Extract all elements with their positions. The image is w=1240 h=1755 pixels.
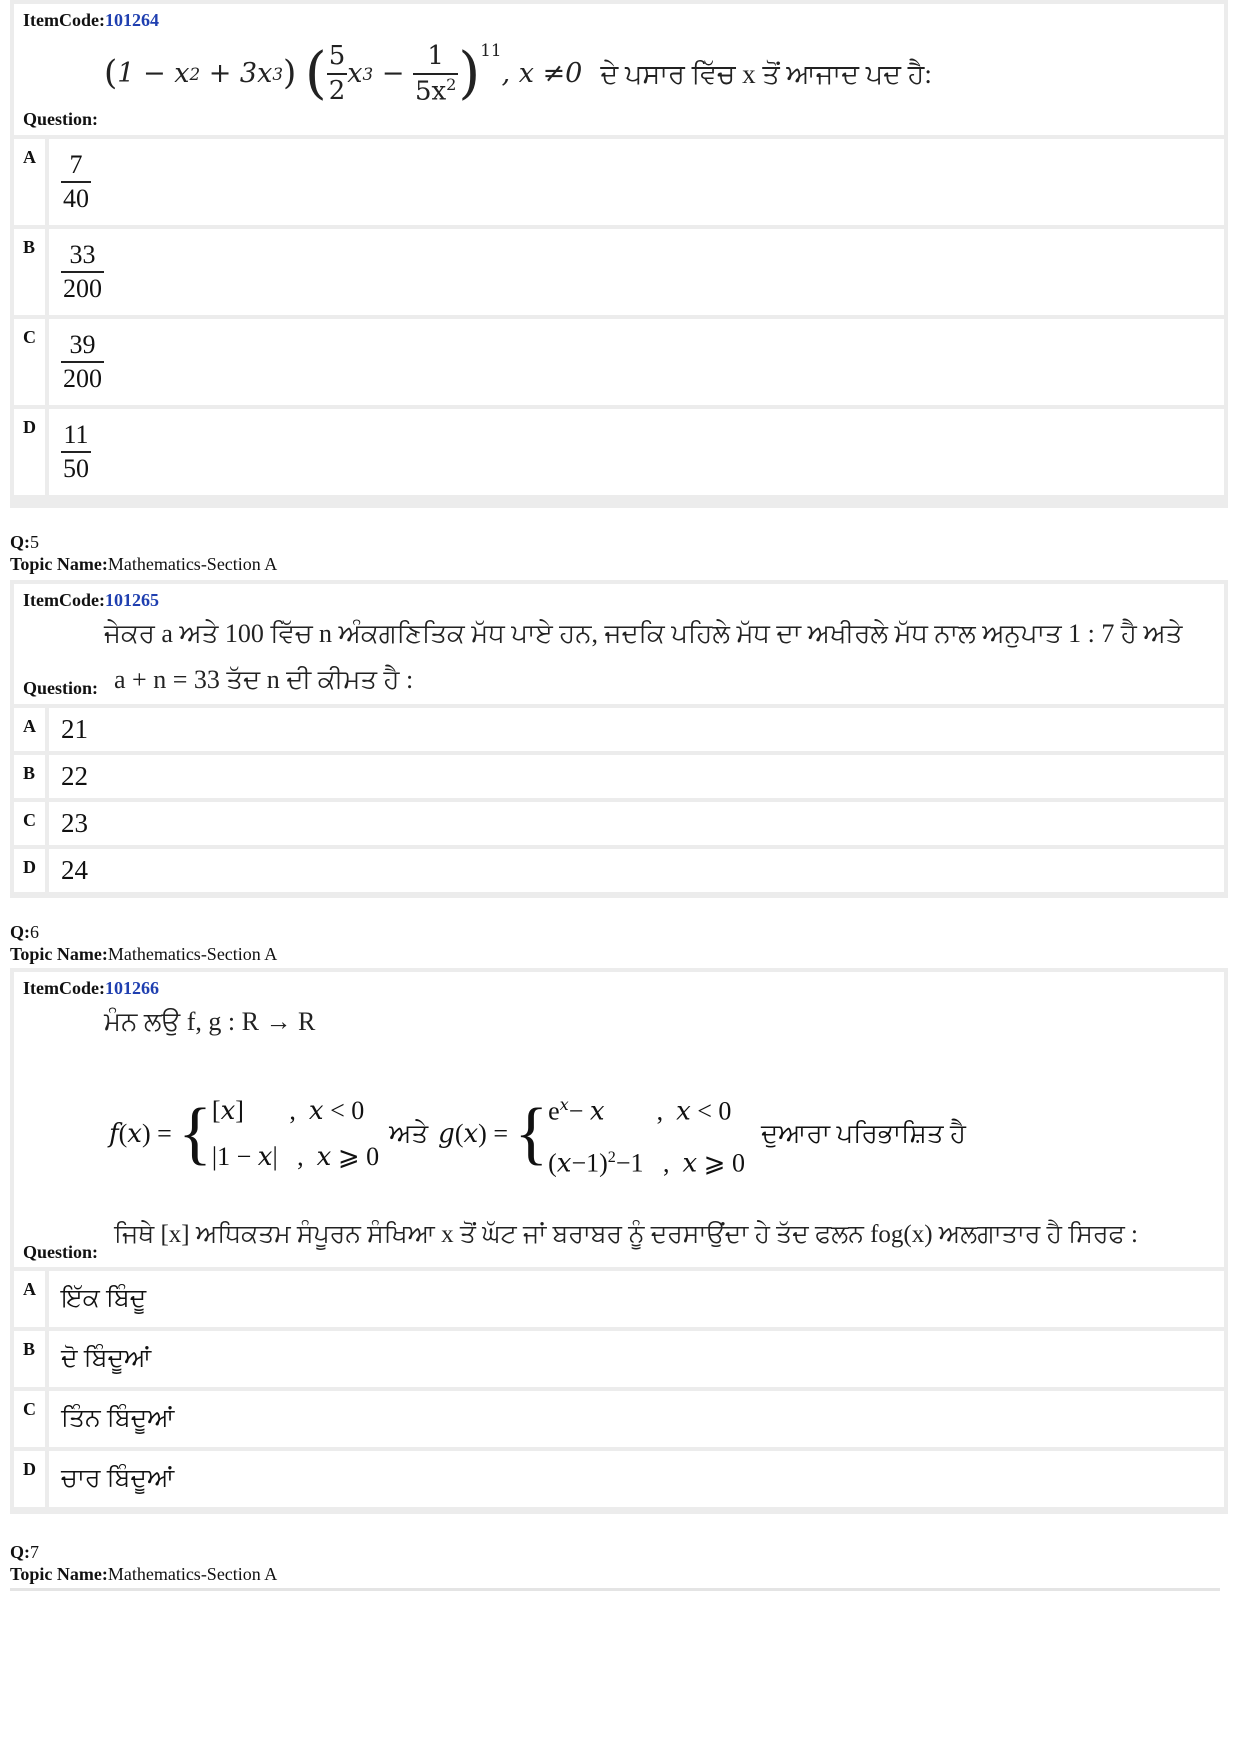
expression: ( 1 − x 2 + 3x 3 ) ( $\frac{5}{2}$ x 3 − $\frac{1}{5x^2}$ ) $^{11}$ , x ≠0 — [104, 40, 583, 107]
option-letter: B — [23, 763, 36, 783]
question-text — [104, 40, 932, 108]
option-text: ਤਿੰਨ ਬਿੰਦੂਆਂ — [45, 1391, 1224, 1447]
option-letter: C — [23, 810, 36, 830]
option-d[interactable] — [14, 409, 1224, 495]
option-text: 24 — [45, 849, 1224, 892]
option-fraction: $\frac{7}{40}$ — [61, 149, 91, 216]
option-letter: A — [23, 147, 36, 167]
function-definitions: f ( x ) = { [x] , x < 0 |1 − x| , x ⩾ 0 ਅਤੇ g ( x ) = { $e^x- x$ , x < 0 $(x-1)^2-1$ , x ⩾ 0 ਦੁਆਰਾ ਪਰਿਭਾਸ਼ਿਤ ਹੈ — [109, 1095, 966, 1179]
option-d[interactable] — [14, 849, 1224, 892]
option-a[interactable] — [14, 139, 1224, 225]
option-letter: D — [23, 417, 36, 437]
divider — [10, 1588, 1220, 1591]
question-intro: ਮੰਨ ਲਉ f, g : R → R — [104, 1007, 316, 1036]
item-code: ItemCode:101266 — [23, 978, 159, 998]
item-code: ItemCode:101264 — [23, 10, 159, 30]
question-last-line: ਜਿਥੇ [x] ਅਧਿਕਤਮ ਸੰਪੂਰਨ ਸੰਖਿਆ x ਤੋਂ ਘੱਟ ਜਾਂ ਬਰਾਬਰ ਨੂੰ ਦਰਸਾਉਂਦਾ ਹੇ ਤੱਦ ਫਲਨ fog(x) ਅਲਗਾਤਾਰ ਹੈ ਸਿਰਫ : — [114, 1221, 1138, 1248]
question-meta-6: Q:6 Topic Name:Mathematics-Section A — [10, 922, 278, 964]
option-fraction: $\frac{39}{200}$ — [61, 329, 104, 396]
option-letter: A — [23, 1279, 36, 1299]
option-letter: D — [23, 1459, 36, 1479]
question-line-1: ਜੇਕਰ a ਅਤੇ 100 ਵਿੱਚ n ਅੰਕਗਣਿਤਿਕ ਮੱਧ ਪਾਏ ਹਨ, ਜਦਕਿ ਪਹਿਲੇ ਮੱਧ ਦਾ ਅਖੀਰਲੇ ਮੱਧ ਨਾਲ ਅਨੁਪਾਤ 1 : 7 ਹੈ ਅਤੇ — [104, 619, 1183, 648]
option-fraction: $\frac{11}{50}$ — [61, 419, 91, 486]
option-text: 22 — [45, 755, 1224, 798]
option-d[interactable] — [14, 1451, 1224, 1507]
option-b[interactable] — [14, 229, 1224, 315]
option-text: ਚਾਰ ਬਿੰਦੂਆਂ — [45, 1451, 1224, 1507]
question-header — [14, 972, 1224, 1267]
question-label: Question: — [23, 109, 99, 129]
option-a[interactable] — [14, 708, 1224, 751]
question-label: Question: — [23, 678, 99, 698]
question-line-2: a + n = 33 ਤੱਦ n ਦੀ ਕੀਮਤ ਹੈ : — [114, 665, 414, 694]
question-card-101264 — [10, 0, 1228, 508]
question-header — [14, 584, 1224, 704]
option-letter: B — [23, 1339, 36, 1359]
question-card-101265 — [10, 580, 1228, 898]
question-suffix: ਦੇ ਪਸਾਰ ਵਿੱਚ x ਤੋਂ ਆਜਾਦ ਪਦ ਹੈ: — [600, 58, 932, 89]
option-letter: C — [23, 1399, 36, 1419]
option-text: ਇੱਕ ਬਿੰਦੂ — [45, 1271, 1224, 1327]
question-meta-5: Q:5 Topic Name:Mathematics-Section A — [10, 532, 278, 574]
defined-text: ਦੁਆਰਾ ਪਰਿਭਾਸ਼ਿਤ ਹੈ — [760, 1118, 966, 1148]
question-card-101266 — [10, 968, 1228, 1514]
and-word: ਅਤੇ — [389, 1118, 429, 1148]
question-header — [14, 4, 1224, 135]
option-b[interactable] — [14, 755, 1224, 798]
question-label: Question: — [23, 1242, 99, 1262]
option-letter: D — [23, 857, 36, 877]
option-letter: A — [23, 716, 36, 736]
option-c[interactable] — [14, 319, 1224, 405]
option-letter: B — [23, 237, 36, 257]
option-letter: C — [23, 327, 36, 347]
option-c[interactable] — [14, 802, 1224, 845]
option-text: 23 — [45, 802, 1224, 845]
option-c[interactable] — [14, 1391, 1224, 1447]
option-text: ਦੋ ਬਿੰਦੂਆਂ — [45, 1331, 1224, 1387]
item-code: ItemCode:101265 — [23, 590, 159, 610]
option-b[interactable] — [14, 1331, 1224, 1387]
option-fraction: $\frac{33}{200}$ — [61, 239, 104, 306]
option-text: 21 — [45, 708, 1224, 751]
option-a[interactable] — [14, 1271, 1224, 1327]
question-meta-7: Q:7 Topic Name:Mathematics-Section A — [10, 1542, 278, 1584]
